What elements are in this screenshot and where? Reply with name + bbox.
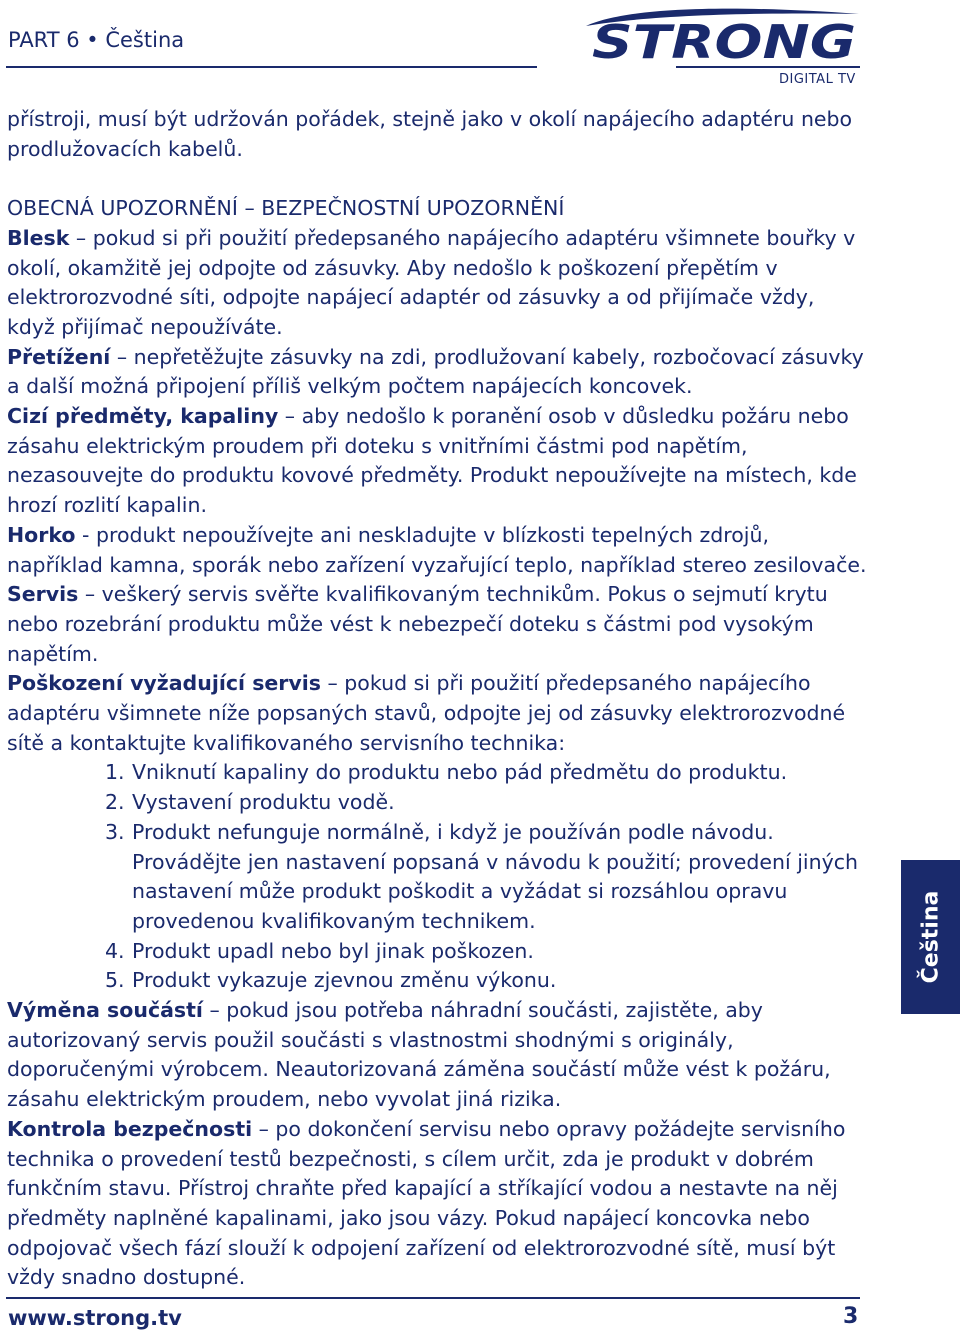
header-divider-right bbox=[676, 66, 860, 68]
paragraph-vymena-soucasti bbox=[7, 996, 867, 1115]
list-number: 4. bbox=[105, 938, 125, 963]
paragraph-blesk bbox=[7, 224, 867, 343]
page-number: 3 bbox=[843, 1304, 859, 1329]
term-text: – po dokončení servisu nebo opravy požádejte servisního technika o provedení testů bezpečnosti, s cílem určit, zda je produkt v dobrém funkčním stavu. Přístroj chraňte před kapající a stříkající vodou a nestavte na něj předměty naplněné kapalinami, jako jsou vázy. Pokud napájecí koncovka nebo odpojovač všech fází slouží k odpojení zařízení od elektrorozvodné sítě, musí být vždy snadno dostupné. bbox=[7, 1116, 846, 1290]
list-number: 1. bbox=[105, 760, 125, 785]
paragraph-poskozeni bbox=[7, 669, 867, 758]
term: Blesk bbox=[7, 225, 70, 250]
term-text: – pokud jsou potřeba náhradní součásti, zajistěte, aby autorizovaný servis použil součásti s vlastnostmi shodnými s originály, doporučenými výrobcem. Neautorizovaná záměna součástí může vést k požáru, zásahu elektrickým proudem, nebo vyvolat jiná rizika. bbox=[7, 998, 831, 1112]
list-item bbox=[105, 966, 867, 996]
term-text: – nepřetěžujte zásuvky na zdi, prodlužovaní kabely, rozbočovací zásuvky a další možná připojení příliš velkým počtem napájecích koncovek. bbox=[7, 344, 864, 399]
language-side-tab bbox=[901, 860, 960, 1014]
intro-paragraph: přístroji, musí být udržován pořádek, stejně jako v okolí napájecího adaptéru nebo prodlužovacích kabelů. bbox=[7, 107, 853, 161]
list-text: Produkt vykazuje zjevnou změnu výkonu. bbox=[132, 968, 557, 993]
paragraph-cizi-predmety bbox=[7, 402, 867, 521]
spacer bbox=[7, 164, 867, 194]
paragraph-horko bbox=[7, 521, 867, 580]
term-text: – pokud si při použití předepsaného napájecího adaptéru všimnete bouřky v okolí, okamžitě jej odpojte od zásuvky. Aby nedošlo k poškození přepětím v elektrorozvodné síti, odpojte napájecí adaptér od zásuvky a od přijímače vždy, když přijímač nepoužíváte. bbox=[7, 225, 856, 339]
term: Servis bbox=[7, 582, 79, 607]
paragraph-pretizeni bbox=[7, 343, 867, 402]
list-item bbox=[105, 937, 867, 967]
term: Přetížení bbox=[7, 344, 111, 369]
term-text: – pokud si při použití předepsaného napájecího adaptéru všimnete níže popsaných stavů, odpojte jej od zásuvky elektrorozvodné sítě a kontaktujte kvalifikovaného servisního technika: bbox=[7, 671, 846, 755]
list-text: Produkt nefunguje normálně, i když je používán podle návodu. Provádějte jen nastavení popsaná v návodu k použití; provedení jiných nastavení může produkt poškodit a vyžádat si rozsáhlou opravu provedenou kvalifikovaným technikem. bbox=[132, 819, 859, 933]
term: Poškození vyžadující servis bbox=[7, 671, 322, 696]
paragraph-servis bbox=[7, 580, 867, 669]
list-item bbox=[105, 818, 867, 937]
list-number: 2. bbox=[105, 790, 125, 815]
page-section-title: PART 6 • Čeština bbox=[8, 28, 185, 52]
side-tab-label: Čeština bbox=[918, 890, 943, 984]
footer-divider bbox=[6, 1297, 860, 1299]
term: Cizí předměty, kapaliny bbox=[7, 404, 279, 429]
term-text: – aby nedošlo k poranění osob v důsledku požáru nebo zásahu elektrickým proudem při doteku s vnitřními částmi pod napětím, nezasouvejte do produktu kovové předměty. Produkt nepoužívejte na místech, kde hrozí rozlití kapalin. bbox=[7, 404, 857, 518]
footer-website-link[interactable]: www.strong.tv bbox=[8, 1306, 182, 1330]
term: Horko bbox=[7, 522, 76, 547]
list-number: 5. bbox=[105, 968, 125, 993]
list-text: Produkt upadl nebo byl jinak poškozen. bbox=[132, 938, 534, 963]
logo-wordmark: STRONG bbox=[592, 15, 856, 64]
paragraph-kontrola-bezpecnosti bbox=[7, 1115, 867, 1293]
list-number: 3. bbox=[105, 819, 125, 844]
list-text: Vystavení produktu vodě. bbox=[132, 790, 395, 815]
damage-list bbox=[7, 758, 867, 996]
term-text: - produkt nepoužívejte ani neskladujte v blízkosti tepelných zdrojů, například kamna, sporák nebo zařízení vyzařující teplo, například stereo zesilovače. bbox=[7, 522, 867, 577]
logo-subtitle: DIGITAL TV bbox=[779, 72, 856, 87]
list-item bbox=[105, 788, 867, 818]
section-heading: OBECNÁ UPOZORNĚNÍ – BEZPEČNOSTNÍ UPOZORNĚNÍ bbox=[7, 196, 565, 221]
main-content bbox=[7, 105, 867, 1293]
list-text: Vniknutí kapaliny do produktu nebo pád předmětu do produktu. bbox=[132, 760, 788, 785]
strong-logo bbox=[584, 6, 864, 64]
term-text: – veškerý servis svěřte kvalifikovaným technikům. Pokus o sejmutí krytu nebo rozebrání produktu může vést k nebezpečí doteku s částmi pod vysokým napětím. bbox=[7, 582, 828, 666]
term: Výměna součástí bbox=[7, 998, 203, 1023]
header-divider-left bbox=[6, 66, 537, 68]
list-item bbox=[105, 758, 867, 788]
term: Kontrola bezpečnosti bbox=[7, 1116, 253, 1141]
